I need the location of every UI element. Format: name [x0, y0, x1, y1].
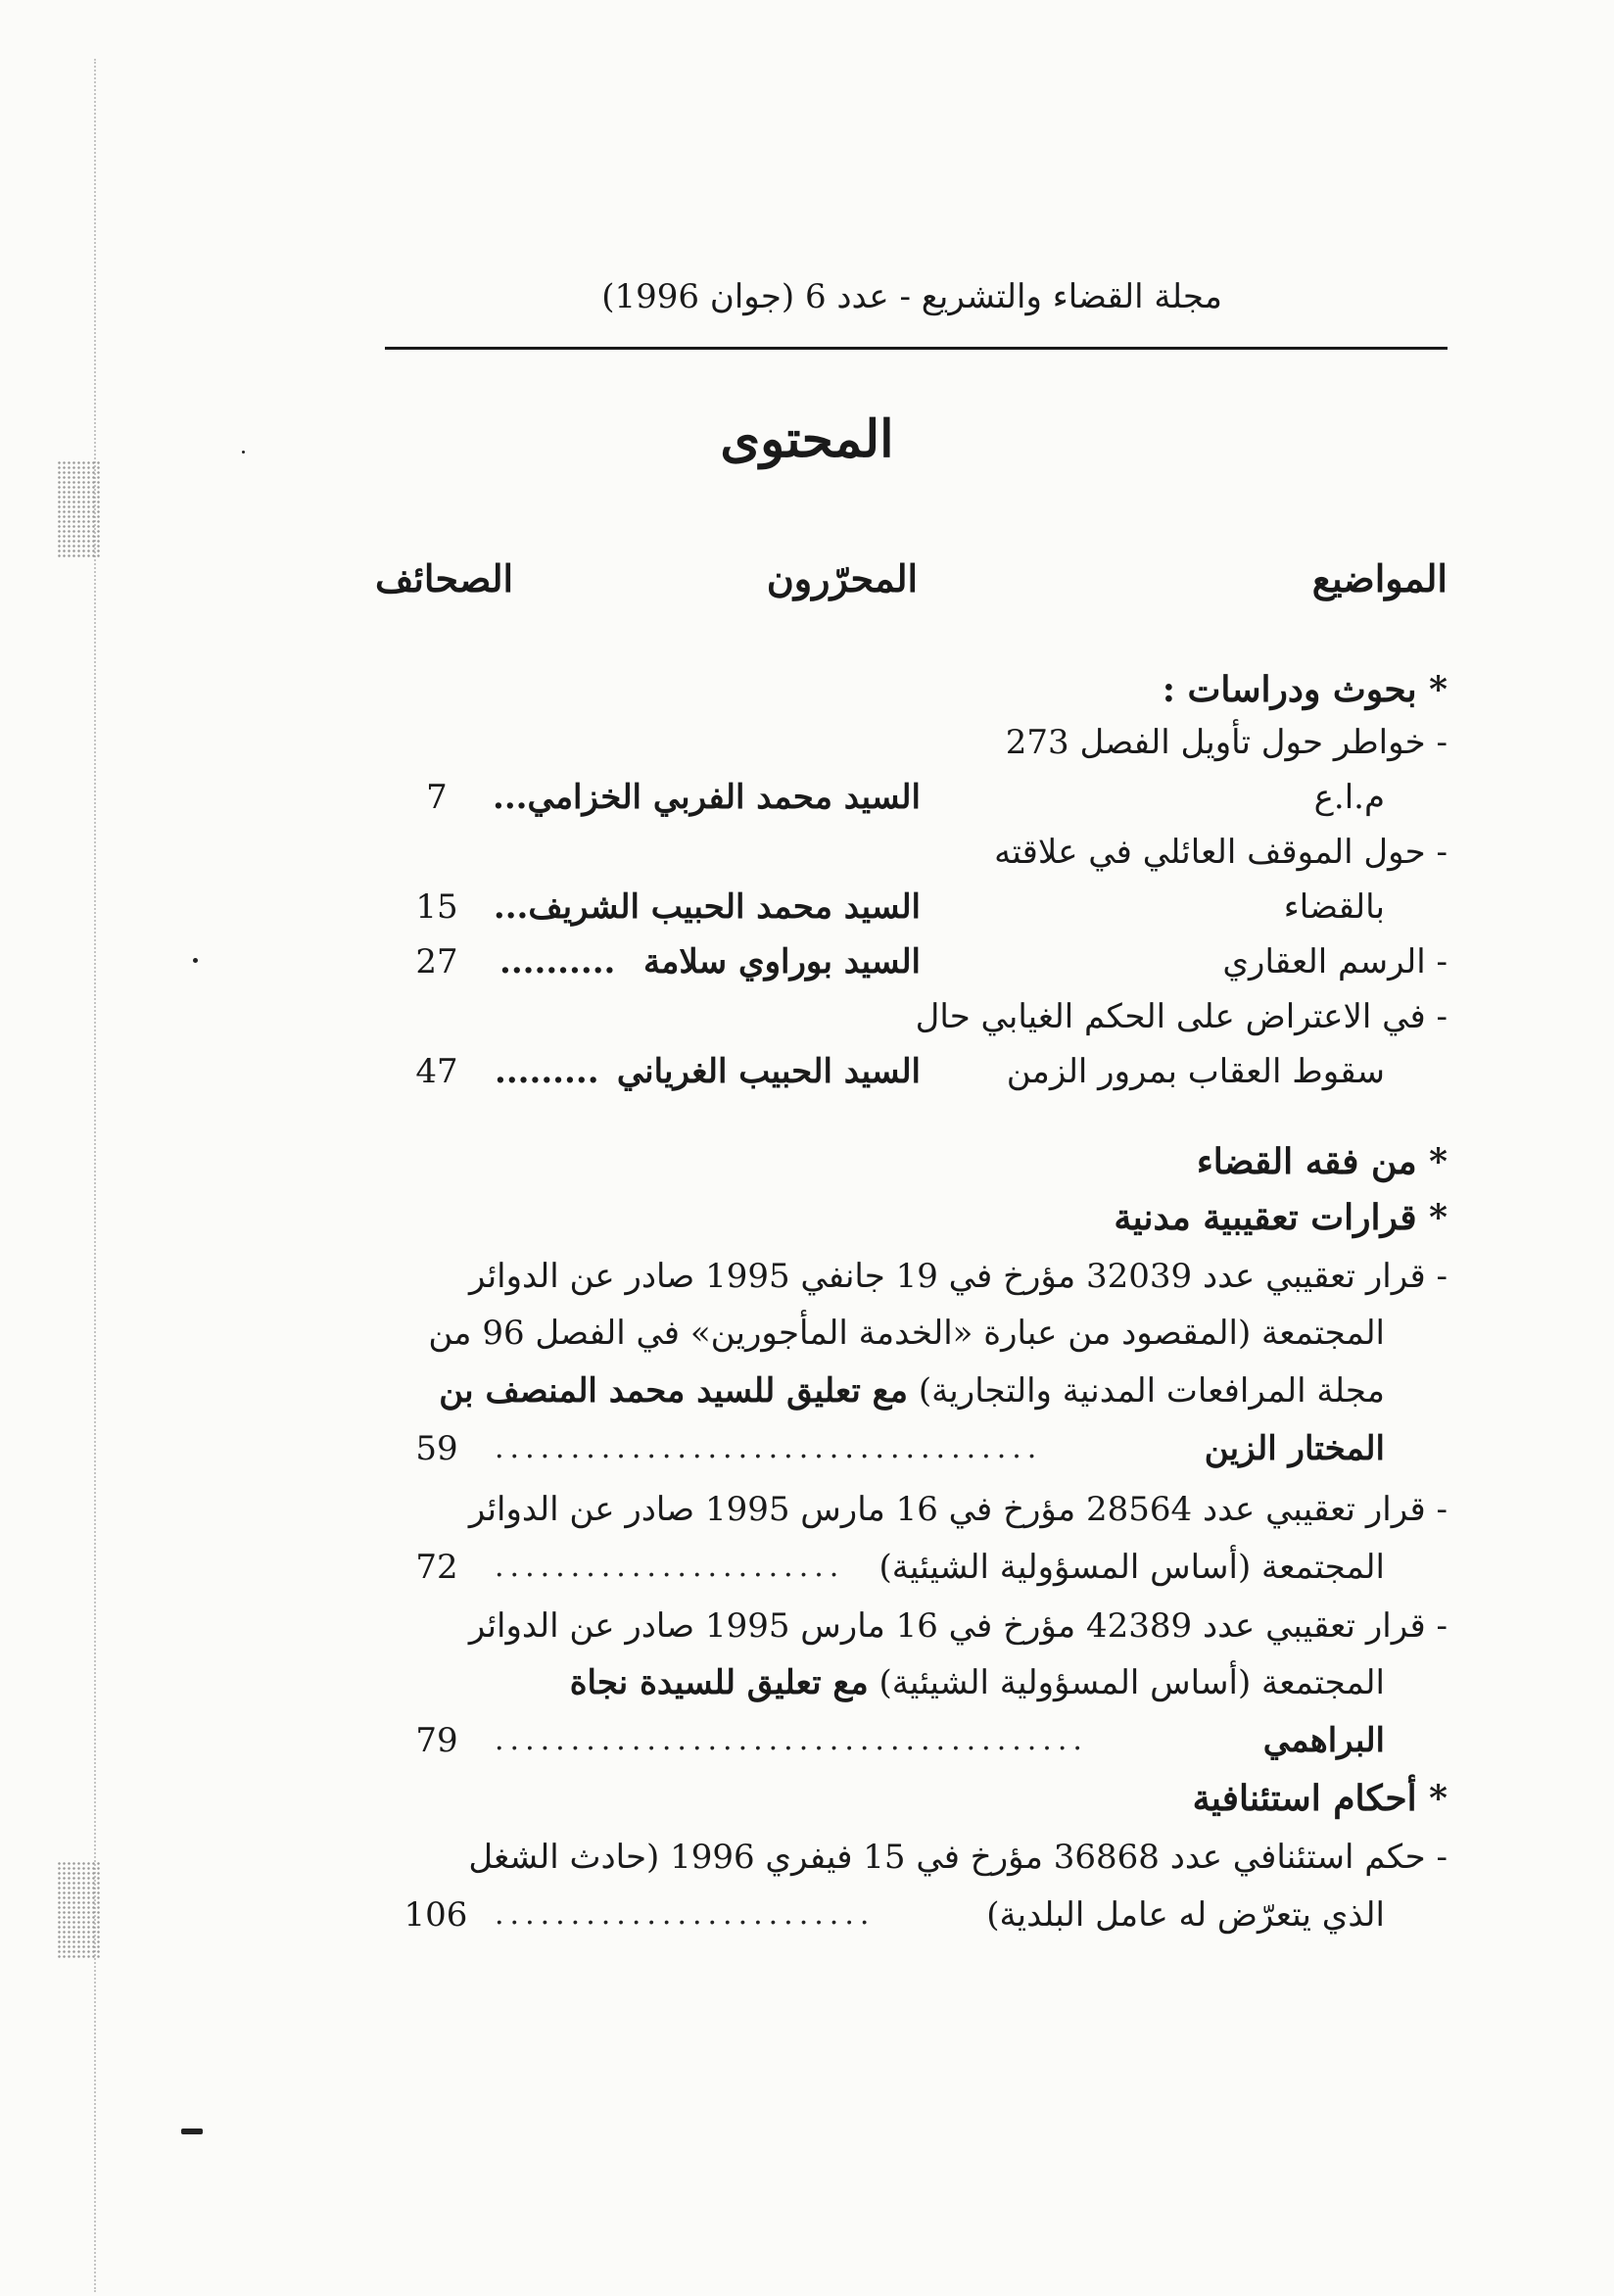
section-heading: * بحوث ودراسات : [1162, 669, 1448, 710]
author-leader-dots: .......... [499, 942, 616, 981]
section-heading: * قرارات تعقيبية مدنية [1114, 1197, 1448, 1238]
entry-title-cont [439, 1371, 1385, 1411]
entry-title: - خواطر حول تأويل الفصل 273 [1005, 723, 1448, 762]
entry-page: 15 [415, 887, 458, 927]
scan-speck [181, 2129, 203, 2134]
scan-noise [57, 460, 100, 558]
author-leader-dots: ......... [495, 1052, 599, 1091]
scan-noise [57, 1861, 100, 1959]
entry-title-cont: الذي يتعرّض له عامل البلدية) [986, 1895, 1385, 1935]
column-subjects: المواضيع [1311, 556, 1448, 600]
leader-dots: ....................... [495, 1550, 845, 1584]
entry-author: السيد بوراوي سلامة [642, 942, 921, 981]
header-rule [385, 347, 1448, 350]
entry-title: - حول الموقف العائلي في علاقته [994, 833, 1448, 872]
entry-title-cont: م.ا.ع [1313, 778, 1385, 817]
entry-title-cont: المجتمعة (أساس المسؤولية الشيئية) [878, 1548, 1385, 1587]
entry-page: 106 [404, 1895, 468, 1935]
entry-title: - الرسم العقاري [1222, 942, 1448, 981]
entry-title-cont: بالقضاء [1283, 887, 1385, 927]
leader-dots: ....................................... [495, 1723, 1088, 1757]
leader-dots: ......................... [495, 1897, 876, 1932]
column-authors: المحرّرون [766, 556, 919, 600]
entry-author: السيد محمد الحبيب الشريف... [493, 887, 921, 927]
entry-title-cont [570, 1663, 1385, 1702]
entry-commentary: مع تعليق للسيدة نجاة [569, 1663, 869, 1702]
entry-title: - قرار تعقيبي عدد 32039 مؤرخ في 19 جانفي 1995 صادر عن الدوائر [468, 1257, 1448, 1296]
scan-speck [193, 958, 198, 963]
entry-title: - حكم استئنافي عدد 36868 مؤرخ في 15 فيفري 1996 (حادث الشغل [468, 1838, 1448, 1877]
entry-commentary: مع تعليق للسيد محمد المنصف بن [439, 1371, 908, 1411]
entry-page: 27 [415, 942, 458, 981]
entry-title: - قرار تعقيبي عدد 28564 مؤرخ في 16 مارس 1995 صادر عن الدوائر [468, 1490, 1448, 1529]
entry-subject: المجتمعة (أساس المسؤولية الشيئية) [878, 1663, 1385, 1702]
entry-title: - في الاعتراض على الحكم الغيابي حال [915, 997, 1448, 1036]
entry-author: السيد الحبيب الغرياني [616, 1052, 921, 1091]
journal-header: مجلة القضاء والتشريع - عدد 6 (جوان 1996) [601, 277, 1222, 316]
page-title: المحتوى [720, 409, 894, 469]
section-heading: * أحكام استئنافية [1192, 1778, 1448, 1819]
entry-page: 7 [426, 778, 448, 817]
entry-page: 72 [415, 1548, 458, 1587]
column-pages: الصحائف [375, 556, 514, 600]
entry-title-cont: المجتمعة (المقصود من عبارة «الخدمة المأجورين» في الفصل 96 من [428, 1314, 1385, 1353]
entry-commentator: المختار الزين [1204, 1429, 1385, 1468]
entry-title-cont: سقوط العقاب بمرور الزمن [1006, 1052, 1385, 1091]
entry-page: 59 [415, 1429, 458, 1468]
entry-subject: مجلة المرافعات المدنية والتجارية) [918, 1371, 1385, 1411]
entry-page: 47 [415, 1052, 458, 1091]
entry-author: السيد محمد الفربي الخزامي... [492, 778, 921, 817]
entry-page: 79 [415, 1721, 458, 1760]
entry-title: - قرار تعقيبي عدد 42389 مؤرخ في 16 مارس 1995 صادر عن الدوائر [468, 1606, 1448, 1646]
section-heading: * من فقه القضاء [1196, 1141, 1448, 1182]
leader-dots: .................................... [495, 1431, 1043, 1465]
entry-commentator: البراهمي [1262, 1721, 1385, 1760]
